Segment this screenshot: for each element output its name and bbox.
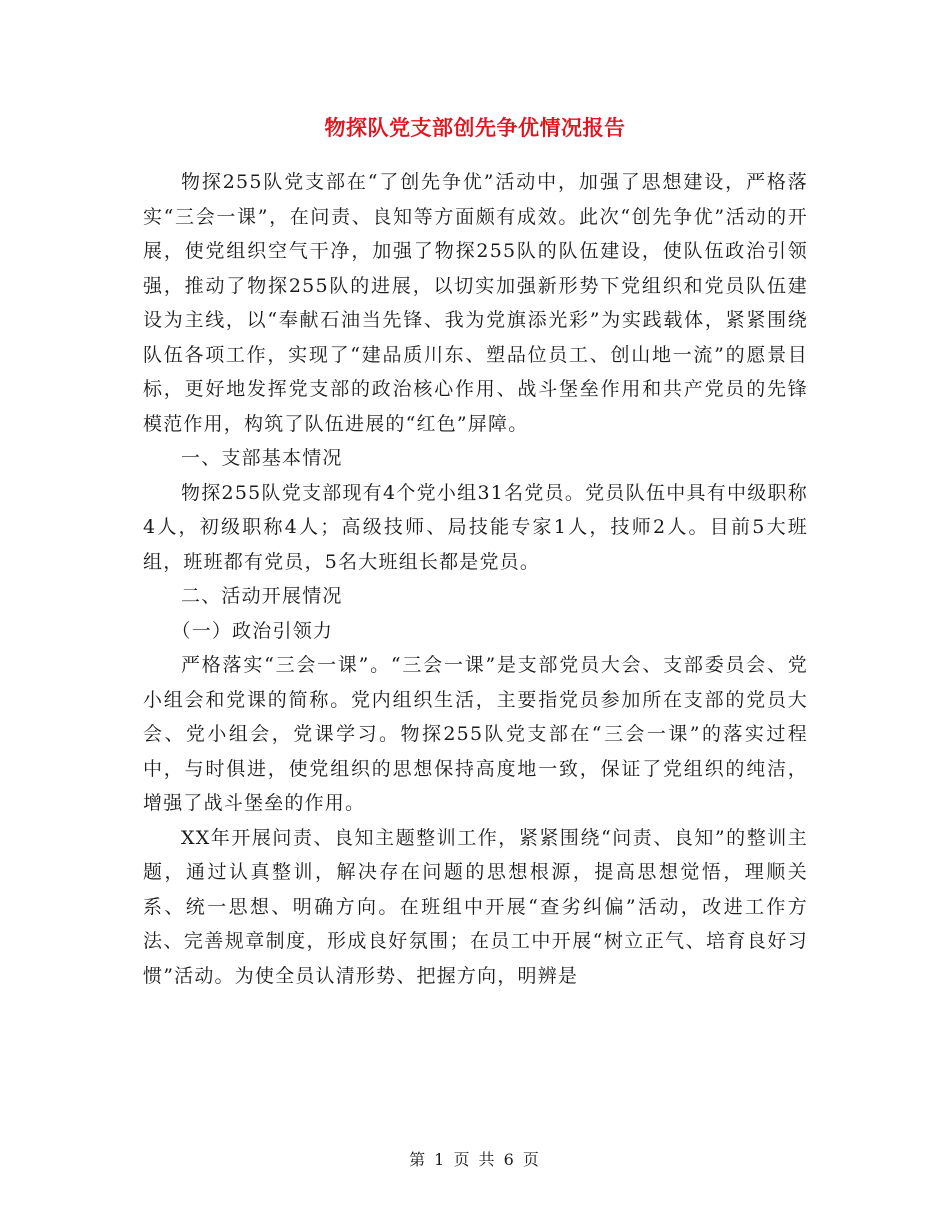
subsection-heading-political-leadership: （一）政治引领力: [171, 619, 334, 642]
section-heading-basic-info: 一、支部基本情况: [181, 447, 343, 469]
document-body: [143, 165, 808, 993]
page-footer: 第 1 页 共 6 页: [409, 1150, 541, 1169]
document-title: 物探队党支部创先争优情况报告: [324, 115, 626, 140]
rectification-paragraph: XX年开展问责、良知主题整训工作，紧紧围绕“问责、良知”的整训主题，通过认真整训，解决存在问题的思想根源，提高思想觉悟，理顺关系、统一思想、明确方向。在班组中开展“查劣纠偏”活动，改进工作方法、完善规章制度，形成良好氛围；在员工中开展“树立正气、培育良好习惯”活动。为使全员认清形势、把握方向，明辨是: [143, 826, 808, 987]
intro-paragraph: 物探255队党支部在“了创先争优”活动中，加强了思想建设，严格落实“三会一课”，在问责、良知等方面颇有成效。此次“创先争优”活动的开展，使党组织空气干净，加强了物探255队的队伍建设，使队伍政治引领强，推动了物探255队的进展，以切实加强新形势下党组织和党员队伍建设为主线，以“奉献石油当先锋、我为党旗添光彩”为实践载体，紧紧围绕队伍各项工作，实现了“建品质川东、塑品位员工、创山地一流”的愿景目标，更好地发挥党支部的政治核心作用、战斗堡垒作用和共产党员的先锋模范作用，构筑了队伍进展的“红色”屏障。: [143, 171, 808, 435]
three-meetings-paragraph: 严格落实“三会一课”。“三会一课”是支部党员大会、支部委员会、党小组会和党课的简称。党内组织生活，主要指党员参加所在支部的党员大会、党小组会，党课学习。物探255队党支部在“三会一课”的落实过程中，与时俱进，使党组织的思想保持高度地一致，保证了党组织的纯洁，增强了战斗堡垒的作用。: [143, 654, 808, 814]
section-heading-activities: 二、活动开展情况: [181, 585, 343, 607]
basic-info-paragraph: 物探255队党支部现有4个党小组31名党员。党员队伍中具有中级职称4人，初级职称4人；高级技师、局技能专家1人，技师2人。目前5大班组，班班都有党员，5名大班组长都是党员。: [143, 481, 808, 573]
